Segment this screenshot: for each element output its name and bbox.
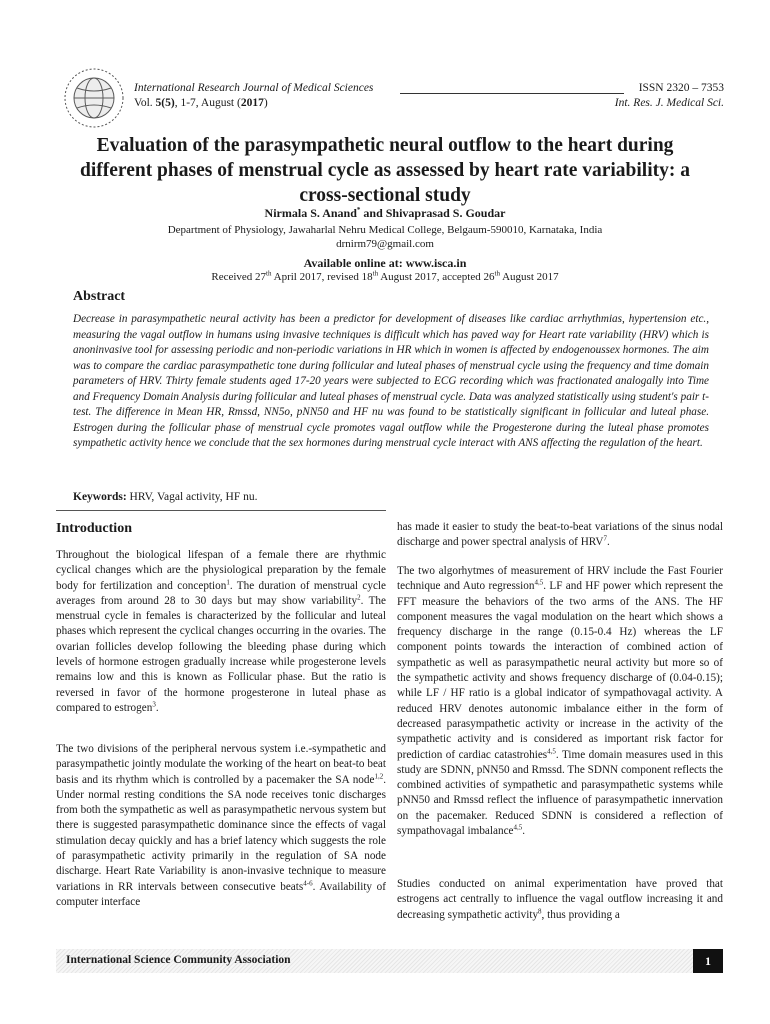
issn: ISSN 2320 – 7353	[638, 82, 724, 94]
intro-paragraph-1: Throughout the biological lifespan of a female there are rhythmic cyclical changes which are the physiological preparation by the female body for fertilization and conception$^1$. The duration of menstrual cycle averages from around 28 to 30 days but may show variability$^2$. The menstrual cycle in females is characterized by the follicular and luteal phases which represent the cyclical changes occurring in the ovaries. The ovarian follicles develop following the bleeding phase during which levels of hormone estrogen gradually increase while progesterone levels remains low and this is known as Follicular phase. But the ratio is reversed in favor of the hormone progesterone in luteal phase as compared to estrogen$^3$.	[56, 549, 386, 714]
paper-title: Evaluation of the parasympathetic neural outflow to the heart during different phases of menstrual cycle as assessed by heart rate variability: a cross-sectional study	[79, 135, 691, 206]
header-rule	[400, 93, 624, 94]
journal-abbrev: Int. Res. J. Medical Sci.	[614, 97, 724, 109]
journal-header-right	[615, 81, 724, 111]
intro-paragraph-4: Studies conducted on animal experimentation have proved that estrogens act centrally to influence the vagal outflow increasing it and decreasing sympathetic activity$^8$, thus providing a	[397, 878, 723, 921]
intro-paragraph-3: The two algorhytmes of measurement of HRV include the Fast Fourier technique and Auto regression$^{4,5}$. LF and HF power which represent the FFT measure the behaviors of the two arms of the ANS. The HF component measures the vagal modulation on the heart which shows a frequency discharge in the range (0.15-0.4 Hz) whereas the LF component points towards the interaction of combined action of sympathetic as well as parasympathetic neural activity but more so of the sympathetic activity and shows frequency discharge of (0.04-0.15); while LF / HF ratio is a global indicator of sympathovagal activity. A reduced HRV denotes autonomic imbalance either in the form of decreased parasympathetic activity or increase in the activity of the sympathetic activity and is considered as important risk factor for prediction of cardiac catastrohies$^{4,5}$. Time domain measures used in this study are SDNN, pNN50 and Rmssd. The SDNN component reflects the combined activities of sympathetic and parasympathetic systems while pNN50 and Rmssd reflect the influence of parasympathetic innervation on the pacemaker. Reduced SDNN is considered a reflection of sympathovagal imbalance$^{4,5}$.	[397, 565, 723, 838]
keywords: Keywords: HRV, Vagal activity, HF nu.	[73, 491, 258, 503]
abstract-heading: Abstract	[73, 289, 126, 304]
section-rule	[56, 510, 386, 511]
footer-organization: International Science Community Association	[66, 954, 291, 966]
abstract-text: Decrease in parasympathetic neural activity has been a predictor for development of diseases like cardiac arrhythmias, hypertension etc., measuring the vagal outflow in humans using invasive techniques is difficult which has paved way for Heart rate variability (HRV) which is anoninvasive tool for assessing periodic and non-periodic variations in HR which in women is affected by endogenoussex hormones. The aim was to compare the cardiac parasympathetic tone during follicular and luteal phases of menstrual cycle using the frequency and time domain parameters of HRV. Thirty female students aged 17-20 years were subjected to ECG recording which was fractionated analogally into Time and Frequency Domain Analysis during follicular and luteal phases of menstrual cycle. Data was analyzed statistically using student's pair t-test. The difference in Mean HR, Rmssd, NN5o, pNN50 and HF nu was found to be statistically significant in follicular and luteal phase. Estrogen during the follicular phase of menstrual cycle promotes vagal outflow while the Progesterone during the luteal phase promotes sympathetic activity hence we conclude that the sex hormones during menstrual cycle interact with ANS affecting the regulation of the heart.	[73, 313, 709, 449]
intro-paragraph-2: The two divisions of the peripheral nervous system i.e.-sympathetic and parasympathetic jointly modulate the working of the heart on beat-to beat basis and its rhythm which is controlled by a pacemaker the SA node$^{1,2}$. Under normal resting conditions the SA node receives tonic discharges from both the sympathetic as well as parasympathetic nervous system but there is suggested parasympathetic dominance since the effects of vagal stimulation decay quickly and has a brief latency which suggests the role of parasympathetic activity primarily in the regulation of SA node discharge. Heart Rate Variability is anon-invasive technique to measure variations in RR intervals between consecutive beats$^{4-6}$. Availability of computer interface	[56, 743, 386, 908]
journal-name: International Research Journal of Medical Sciences	[134, 82, 374, 94]
page-number: 1	[693, 949, 723, 973]
volume-info: Vol. 5(5), 1-7, August (2017)	[134, 97, 268, 109]
journal-header	[134, 81, 373, 111]
email: drnirm79@gmail.com	[336, 238, 434, 250]
authors: Nirmala S. Anand* and Shivaprasad S. Goudar	[264, 206, 506, 220]
received-dates: Received 27th April 2017, revised 18th August 2017, accepted 26th August 2017	[211, 269, 559, 283]
footer-bar	[56, 949, 723, 973]
journal-logo	[62, 66, 126, 130]
introduction-heading: Introduction	[56, 521, 132, 536]
available-online: Available online at: www.isca.in	[303, 256, 467, 270]
affiliation: Department of Physiology, Jawaharlal Nehru Medical College, Belgaum-590010, Karnataka, India drnirm79@gmail.com	[0, 223, 770, 251]
intro-paragraph-2-continued: has made it easier to study the beat-to-beat variations of the sinus nodal discharge and power spectral analysis of HRV$^7$.	[397, 521, 723, 549]
